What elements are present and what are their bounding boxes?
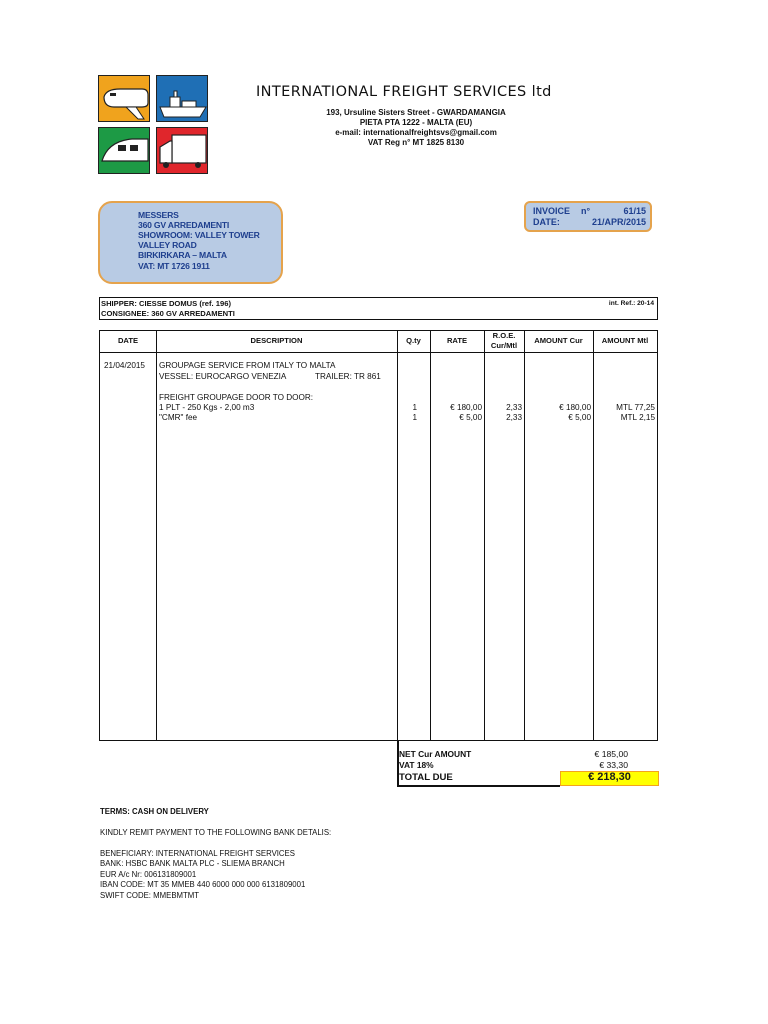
vat-label: VAT 18%: [399, 760, 434, 770]
consignee-line: CONSIGNEE: 360 GV ARREDAMENTI: [101, 309, 235, 318]
remit-instructions: KINDLY REMIT PAYMENT TO THE FOLLOWING BANK DETALIS:: [100, 828, 332, 837]
invoice-number: 61/15: [623, 206, 646, 216]
total-due-value: € 218,30: [588, 771, 631, 783]
col-divider: [524, 331, 525, 740]
customer-showroom: SHOWROOM: VALLEY TOWER: [138, 230, 260, 240]
header-qty: Q.ty: [406, 336, 421, 345]
address-line-2: PIETA PTA 1222 - MALTA (EU): [359, 118, 473, 127]
row-amount-mtl: MTL 2,15: [620, 413, 655, 422]
company-name: INTERNATIONAL FREIGHT SERVICES ltd: [256, 84, 552, 100]
header-description: DESCRIPTION: [250, 336, 303, 345]
desc-line: TRAILER: TR 861: [315, 372, 381, 381]
customer-name: 360 GV ARREDAMENTI: [138, 220, 230, 230]
desc-line: VESSEL: EUROCARGO VENEZIA: [159, 372, 287, 381]
net-amount-value: € 185,00: [594, 749, 628, 759]
vat-value: € 33,30: [599, 760, 628, 770]
col-divider: [484, 331, 485, 740]
header-roe-unit: Cur/Mtl: [490, 341, 518, 350]
row-qty: 1: [412, 403, 417, 412]
row-roe: 2,33: [506, 413, 522, 422]
header-divider: [100, 352, 657, 353]
header-roe: R.O.E.: [492, 331, 516, 340]
row-amount-cur: € 5,00: [568, 413, 591, 422]
invoice-date: 21/APR/2015: [591, 217, 646, 227]
internal-ref: int. Ref.: 20-14: [608, 300, 654, 307]
invoice-number-suffix: n°: [581, 206, 591, 216]
net-amount-label: NET Cur AMOUNT: [399, 749, 472, 759]
bank-name: BANK: HSBC BANK MALTA PLC - SLIEMA BRANCH: [100, 859, 285, 868]
date-label: DATE:: [533, 217, 560, 227]
customer-city: BIRKIRKARA – MALTA: [138, 250, 227, 260]
logo-graphics: [98, 75, 210, 175]
bank-iban: IBAN CODE: MT 35 MMEB 440 6000 000 000 6131809001: [100, 880, 306, 889]
total-due-label: TOTAL DUE: [399, 772, 453, 783]
address-line-1: 193, Ursuline Sisters Street - GWARDAMANGIA: [326, 108, 506, 117]
header-amount-mtl: AMOUNT Mtl: [601, 336, 649, 345]
header-rate: RATE: [446, 336, 468, 345]
row-qty: 1: [412, 413, 417, 422]
item-date: 21/04/2015: [104, 361, 145, 370]
desc-line: "CMR" fee: [159, 413, 198, 422]
col-divider: [156, 331, 157, 740]
company-logo: [98, 75, 210, 175]
bank-swift: SWIFT CODE: MMEBMTMT: [100, 891, 200, 900]
desc-line: GROUPAGE SERVICE FROM ITALY TO MALTA: [159, 361, 336, 370]
invoice-label: INVOICE: [533, 206, 571, 216]
row-rate: € 5,00: [459, 413, 482, 422]
messers-label: MESSERS: [138, 210, 179, 220]
header-date: DATE: [117, 336, 139, 345]
col-divider: [397, 331, 398, 740]
desc-line: 1 PLT - 250 Kgs - 2,00 m3: [159, 403, 255, 412]
bank-beneficiary: BENEFICIARY: INTERNATIONAL FREIGHT SERVICES: [100, 849, 295, 858]
payment-terms: TERMS: CASH ON DELIVERY: [100, 807, 209, 816]
row-amount-mtl: MTL 77,25: [616, 403, 655, 412]
customer-road: VALLEY ROAD: [138, 240, 197, 250]
col-divider: [430, 331, 431, 740]
invoice-items-table: [99, 330, 658, 741]
email-line: e-mail: internationalfreightsvs@gmail.com: [335, 128, 497, 137]
desc-line: FREIGHT GROUPAGE DOOR TO DOOR:: [159, 393, 314, 402]
customer-vat: VAT: MT 1726 1911: [138, 261, 210, 271]
bank-account: EUR A/c Nr: 006131809001: [100, 870, 197, 879]
totals-bottom-border: [397, 785, 560, 787]
vat-reg-line: VAT Reg n° MT 1825 8130: [367, 138, 465, 147]
row-roe: 2,33: [506, 403, 522, 412]
header-amount-cur: AMOUNT Cur: [534, 336, 583, 345]
col-divider: [593, 331, 594, 740]
row-rate: € 180,00: [450, 403, 482, 412]
shipper-line: SHIPPER: CIESSE DOMUS (ref. 196): [101, 299, 231, 308]
row-amount-cur: € 180,00: [559, 403, 591, 412]
